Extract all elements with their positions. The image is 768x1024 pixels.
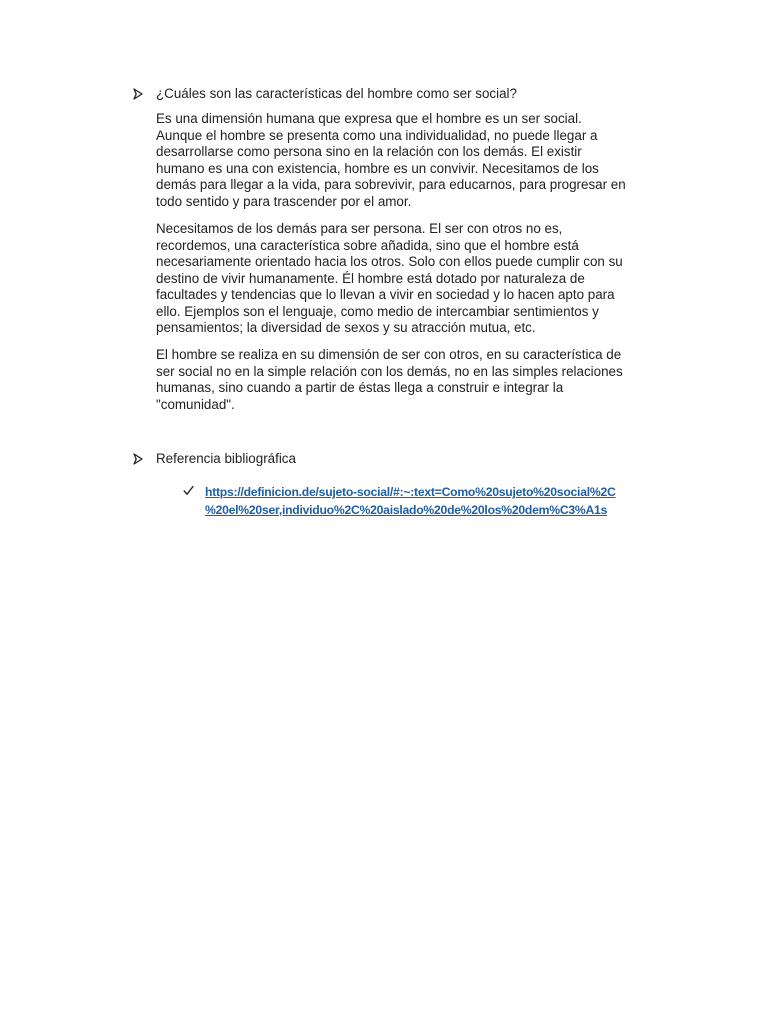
paragraph-line: demás para llegar a la vida, para sobrevivir, para educarnos, para progresar en [156,177,626,192]
arrow-bullet-icon [132,453,144,465]
paragraph-line: ser social no en la simple relación con los demás, no en las simples relaciones [156,363,623,379]
paragraph-line: humanas, sino cuando a partir de éstas llega a construir e integrar la [156,380,564,395]
references-bullet [132,451,662,469]
paragraph-line: humano es una con existencia, hombre es un convivir. Necesitamos de los [156,160,599,176]
paragraph-line: todo sentido y para trascender por el amor. [156,193,412,209]
paragraph-2 [156,221,661,337]
reference-link[interactable] [205,484,616,519]
reference-link-line[interactable]: https://definicion.de/sujeto-social/#:~:text=Como%20sujeto%20social%2C [205,485,616,499]
paragraph-line: Necesitamos de los demás para ser persona. El ser con otros no es, [156,221,563,236]
question-heading: ¿Cuáles son las características del hombre como ser social? [156,86,517,101]
paragraph-1 [156,111,661,210]
references-heading: Referencia bibliográfica [156,451,296,466]
paragraph-line: "comunidad". [156,396,235,412]
paragraph-line: pensamientos; la diversidad de sexos y su atracción mutua, etc. [156,320,536,335]
paragraph-line: destino de vivir humanamente. Él hombre está dotado por naturaleza de [156,270,585,286]
paragraph-line: necesariamente orientado hacia los otros. Solo con ellos puede cumplir con su [156,254,623,269]
question-bullet [132,86,662,104]
paragraph-line: desarrollarse como persona sino en la relación con los demás. El existir [156,144,582,159]
paragraph-line: recordemos, una característica sobre añadida, sino que el hombre está [156,237,579,253]
paragraph-line: Es una dimensión humana que expresa que el hombre es un ser social. [156,111,582,126]
paragraph-line: Aunque el hombre se presenta como una individualidad, no puede llegar a [156,127,598,143]
paragraph-line: ello. Ejemplos son el lenguaje, como medio de intercambiar sentimientos y [156,303,599,319]
reference-link-line[interactable]: %20el%20ser,individuo%2C%20aislado%20de%20los%20dem%C3%A1s [205,502,608,517]
arrow-bullet-icon [132,88,144,100]
paragraph-3 [156,347,661,413]
paragraph-line: El hombre se realiza en su dimensión de ser con otros, en su característica de [156,347,622,362]
checkmark-bullet-icon [183,485,194,496]
paragraph-line: facultades y tendencias que lo llevan a vivir en sociedad y lo hacen apto para [156,287,615,302]
